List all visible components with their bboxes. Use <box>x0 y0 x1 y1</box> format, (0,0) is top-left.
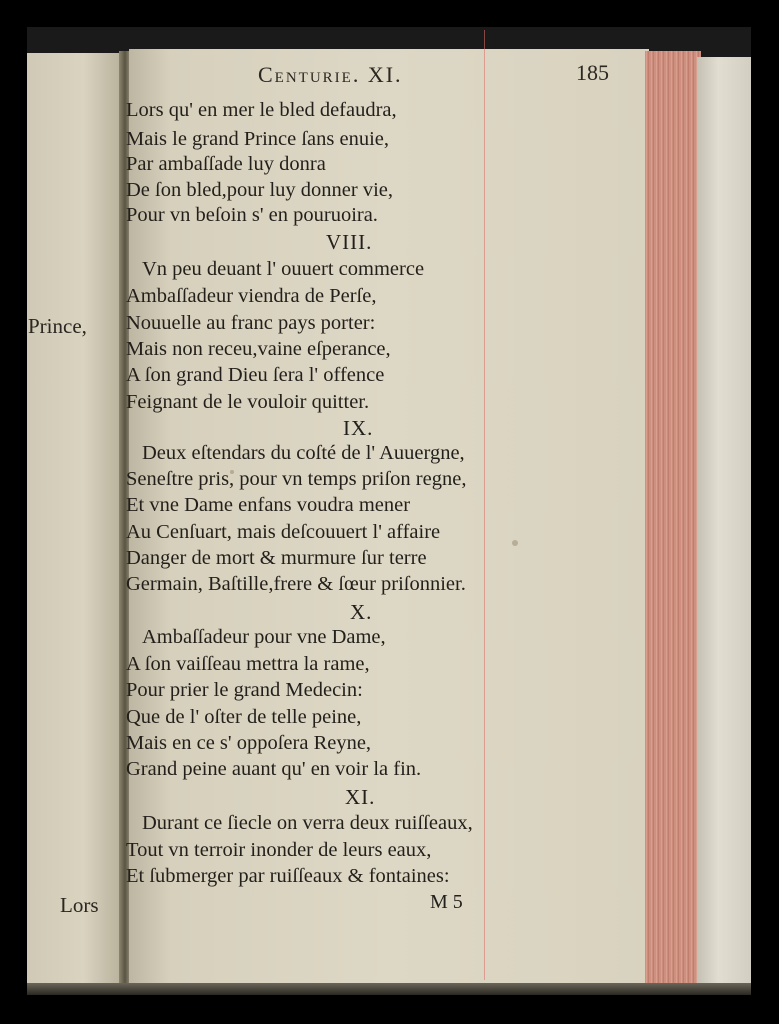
margin-rule <box>484 30 485 980</box>
verse-line: Mais non receu,vaine eſperance, <box>126 338 391 360</box>
verse-line: Vn peu deuant l' ouuert commerce <box>142 258 425 280</box>
verse-line: Durant ce ſiecle on verra deux ruiſſeaux, <box>142 812 473 834</box>
verse-line: Danger de mort & murmure ſur terre <box>126 547 427 569</box>
verse-line: Ambaſſadeur pour vne Dame, <box>142 626 386 648</box>
page-number: 185 <box>576 60 609 85</box>
verse-line: Tout vn terroir inonder de leurs eaux, <box>126 839 432 861</box>
left-page <box>27 53 121 989</box>
quatrain-numeral: X. <box>350 600 373 624</box>
book-bottom-edge <box>27 983 751 995</box>
quatrain-numeral: IX. <box>343 416 374 440</box>
verse-line: A ſon grand Dieu ſera l' offence <box>126 364 385 386</box>
verse-line: Et ſubmerger par ruiſſeaux & fontaines: <box>126 865 450 887</box>
verse-line: Nouuelle au franc pays porter: <box>126 312 376 334</box>
paper-stain <box>512 540 518 546</box>
verse-line: A ſon vaiſſeau mettra la rame, <box>126 653 370 675</box>
verse-line: Germain, Baſtille,frere & ſœur priſonnier. <box>126 573 466 595</box>
verse-line: Ambaſſadeur viendra de Perſe, <box>126 285 377 307</box>
quatrain-numeral: VIII. <box>326 230 373 254</box>
running-title: Centurie. XI. <box>258 62 403 87</box>
verse-line: Deux eſtendars du coſté de l' Auuergne, <box>142 442 465 464</box>
verse-line: Mais en ce s' oppoſera Reyne, <box>126 732 372 754</box>
verse-line: Par ambaſſade luy donra <box>126 153 326 175</box>
left-page-margin-word: Prince, <box>28 314 87 338</box>
verse-line: De ſon bled,pour luy donner vie, <box>126 179 394 201</box>
book-cover <box>697 57 751 987</box>
quatrain-numeral: XI. <box>345 785 376 809</box>
verse-line: Grand peine auant qu' en voir la fin. <box>126 758 422 780</box>
left-page-catchword: Lors <box>60 893 99 917</box>
verse-line: Lors qu' en mer le bled defaudra, <box>126 99 397 121</box>
verse-line: Et vne Dame enfans voudra mener <box>126 494 411 516</box>
verse-line: Feignant de le vouloir quitter. <box>126 391 370 413</box>
verse-line: Pour prier le grand Medecin: <box>126 679 363 701</box>
verse-line: Au Cenſuart, mais deſcouuert l' affaire <box>126 521 441 543</box>
page-edges <box>645 51 701 991</box>
verse-line: Mais le grand Prince ſans enuie, <box>126 128 390 150</box>
verse-line: Seneſtre pris, pour vn temps priſon regne, <box>126 468 467 490</box>
signature-mark: M 5 <box>430 891 463 913</box>
verse-line: Pour vn beſoin s' en pouruoira. <box>126 204 378 226</box>
verse-line: Que de l' oſter de telle peine, <box>126 706 362 728</box>
